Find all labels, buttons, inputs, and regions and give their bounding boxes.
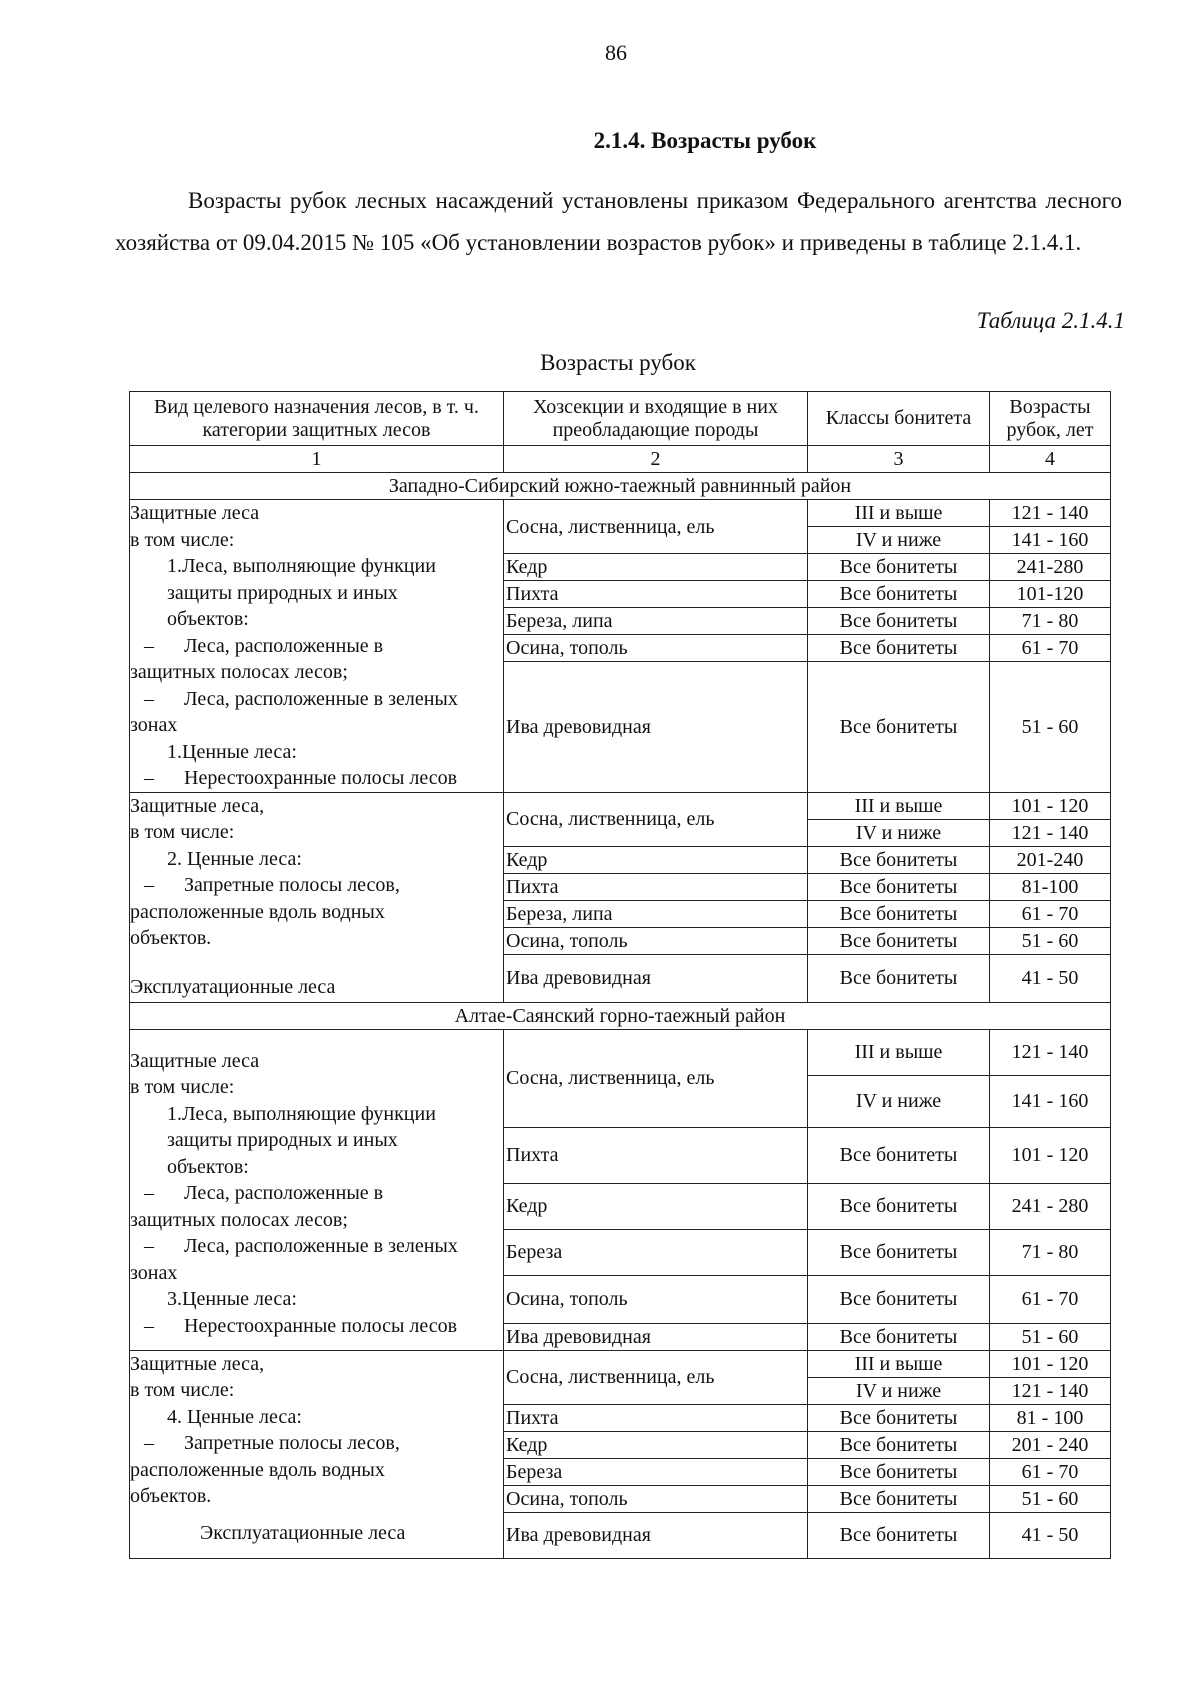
dash-marker: – (144, 687, 154, 710)
list-item-text: Запретные полосы лесов, (184, 874, 400, 896)
cutting-age-cell: 121 - 140 (990, 819, 1111, 846)
cutting-age-cell: 51 - 60 (990, 662, 1111, 792)
dash-marker: – (144, 767, 154, 789)
table-row (130, 792, 1111, 819)
description-line: в том числе: (130, 821, 235, 843)
list-item-text: Леса, расположенные в (184, 1182, 384, 1204)
dash-marker: – (144, 1235, 154, 1257)
table-row (130, 1350, 1111, 1377)
site-class-cell: Все бонитеты (808, 1275, 990, 1323)
site-class-cell: Все бонитеты (808, 1485, 990, 1512)
region-row (130, 1002, 1111, 1029)
page-number: 86 (605, 40, 627, 65)
site-class-cell: Все бонитеты (808, 846, 990, 873)
cutting-age-cell: 121 - 140 (990, 1029, 1111, 1075)
list-item-text: Нерестоохранные полосы лесов (184, 1314, 458, 1337)
site-class-cell: Все бонитеты (808, 1404, 990, 1431)
description-line: 2. Ценные леса: (167, 847, 302, 870)
species-cell: Пихта (504, 1404, 808, 1431)
site-class-cell: Все бонитеты (808, 873, 990, 900)
cutting-age-cell: 141 - 160 (990, 527, 1111, 554)
table-body (130, 473, 1111, 1559)
description-line: Защитные леса (130, 1049, 260, 1072)
description-line: 1.Леса, выполняющие функции (167, 555, 436, 577)
species-cell: Пихта (504, 581, 808, 608)
site-class-cell: Все бонитеты (808, 662, 990, 792)
list-item (130, 1180, 503, 1207)
description-line: Защитные леса (130, 502, 260, 524)
description-line: объектов: (167, 608, 249, 630)
description-line: расположенные вдоль водных (130, 900, 385, 923)
forest-purpose-cell (130, 1350, 504, 1558)
species-cell: Ива древовидная (504, 662, 808, 792)
species-cell: Кедр (504, 1431, 808, 1458)
cutting-age-cell: 81-100 (990, 873, 1111, 900)
cutting-age-cell: 51 - 60 (990, 1485, 1111, 1512)
column-number: 3 (808, 446, 990, 473)
description-line: объектов. (130, 927, 212, 949)
site-class-cell: Все бонитеты (808, 581, 990, 608)
description-line: Защитные леса, (130, 794, 265, 817)
site-class-cell: III и выше (808, 1350, 990, 1377)
header-site-class: Классы бонитета (808, 392, 990, 446)
site-class-cell: Все бонитеты (808, 635, 990, 662)
list-item-text: Запретные полосы лесов, (184, 1432, 400, 1454)
cutting-age-cell: 201-240 (990, 846, 1111, 873)
site-class-cell: Все бонитеты (808, 1229, 990, 1275)
dash-marker: – (144, 1432, 154, 1454)
table-row (130, 500, 1111, 527)
species-cell: Осина, тополь (504, 635, 808, 662)
list-item (130, 686, 503, 713)
site-class-cell: IV и ниже (808, 527, 990, 554)
species-cell: Кедр (504, 1183, 808, 1229)
cutting-age-cell: 71 - 80 (990, 608, 1111, 635)
site-class-cell: Все бонитеты (808, 1127, 990, 1183)
forest-purpose-cell (130, 792, 504, 1002)
description-line: зонах (130, 714, 178, 736)
species-cell: Береза (504, 1458, 808, 1485)
region-row (130, 473, 1111, 500)
cutting-age-cell: 71 - 80 (990, 1229, 1111, 1275)
column-number-row (130, 446, 1111, 473)
site-class-cell: IV и ниже (808, 1075, 990, 1127)
species-cell: Сосна, лиственница, ель (504, 500, 808, 554)
site-class-cell: Все бонитеты (808, 1431, 990, 1458)
description-line: 1.Леса, выполняющие функции (167, 1102, 436, 1125)
species-cell: Ива древовидная (504, 1512, 808, 1558)
species-cell: Береза, липа (504, 900, 808, 927)
description-line: защитных полосах лесов; (130, 661, 348, 683)
site-class-cell: Все бонитеты (808, 900, 990, 927)
header-forest-purpose: Вид целевого назначения лесов, в т. ч. категории защитных лесов (130, 392, 504, 446)
site-class-cell: Все бонитеты (808, 1458, 990, 1485)
cutting-age-cell: 51 - 60 (990, 927, 1111, 954)
cutting-age-cell: 101 - 120 (990, 1350, 1111, 1377)
site-class-cell: III и выше (808, 1029, 990, 1075)
site-class-cell: Все бонитеты (808, 608, 990, 635)
table-row (130, 1029, 1111, 1075)
site-class-cell: Все бонитеты (808, 954, 990, 1002)
cutting-age-cell: 201 - 240 (990, 1431, 1111, 1458)
list-item (130, 1430, 503, 1457)
species-cell: Береза, липа (504, 608, 808, 635)
site-class-cell: Все бонитеты (808, 554, 990, 581)
description-line: 4. Ценные леса: (167, 1405, 302, 1428)
cutting-age-cell: 101 - 120 (990, 1127, 1111, 1183)
list-item (130, 633, 503, 660)
cutting-age-cell: 51 - 60 (990, 1323, 1111, 1350)
cutting-age-cell: 61 - 70 (990, 1275, 1111, 1323)
column-number: 4 (990, 446, 1111, 473)
species-cell: Пихта (504, 873, 808, 900)
species-cell: Ива древовидная (504, 1323, 808, 1350)
dash-marker: – (144, 634, 154, 657)
species-cell: Сосна, лиственница, ель (504, 1350, 808, 1404)
description-line: Защитные леса, (130, 1352, 265, 1375)
dash-marker: – (144, 874, 154, 896)
list-item-text: Леса, расположенные в зеленых (184, 1235, 458, 1257)
species-cell: Сосна, лиственница, ель (504, 792, 808, 846)
site-class-cell: IV и ниже (808, 1377, 990, 1404)
cutting-age-cell: 121 - 140 (990, 500, 1111, 527)
list-item (130, 1313, 503, 1340)
cutting-age-cell: 41 - 50 (990, 954, 1111, 1002)
site-class-cell: III и выше (808, 500, 990, 527)
section-title: 2.1.4. Возрасты рубок (593, 128, 817, 153)
species-cell: Кедр (504, 554, 808, 581)
description-line: Эксплуатационные леса (130, 975, 336, 998)
description-line: расположенные вдоль водных (130, 1458, 385, 1481)
cutting-age-cell: 101 - 120 (990, 792, 1111, 819)
species-cell: Пихта (504, 1127, 808, 1183)
cutting-age-cell: 101-120 (990, 581, 1111, 608)
cutting-age-cell: 81 - 100 (990, 1404, 1111, 1431)
table-header-row (130, 392, 1111, 446)
cutting-age-cell: 61 - 70 (990, 1458, 1111, 1485)
cutting-age-cell: 61 - 70 (990, 900, 1111, 927)
region-title: Западно-Сибирский южно-таежный равнинный район (130, 473, 1111, 500)
species-cell: Береза (504, 1229, 808, 1275)
list-item-text: Леса, расположенные в (184, 634, 384, 657)
cutting-age-cell: 121 - 140 (990, 1377, 1111, 1404)
list-item-text: Нерестоохранные полосы лесов (184, 767, 458, 789)
cutting-age-cell: 41 - 50 (990, 1512, 1111, 1558)
table-caption: Возрасты рубок (540, 350, 696, 375)
species-cell: Кедр (504, 846, 808, 873)
site-class-cell: Все бонитеты (808, 1512, 990, 1558)
intro-paragraph: Возрасты рубок лесных насаждений установлены приказом Федерального агентства лесного хозяйства от 09.04.2015 № 105 «Об установлении возрастов рубок» и приведены в таблице 2.1.4.1. (115, 188, 1122, 255)
forest-purpose-cell (130, 500, 504, 793)
species-cell: Сосна, лиственница, ель (504, 1029, 808, 1127)
column-number: 2 (504, 446, 808, 473)
description-line: 3.Ценные леса: (167, 1288, 297, 1310)
description-line: защиты природных и иных (167, 1129, 398, 1151)
list-item-text: Леса, расположенные в зеленых (184, 687, 458, 710)
header-cutting-age: Возрасты рубок, лет (990, 392, 1111, 446)
cutting-age-cell: 141 - 160 (990, 1075, 1111, 1127)
cutting-age-table (129, 391, 1111, 1559)
header-species: Хозсекции и входящие в них преобладающие породы (504, 392, 808, 446)
species-cell: Осина, тополь (504, 927, 808, 954)
table-label: Таблица 2.1.4.1 (976, 308, 1125, 333)
site-class-cell: III и выше (808, 792, 990, 819)
dash-marker: – (144, 1314, 154, 1337)
list-item (130, 1233, 503, 1260)
species-cell: Осина, тополь (504, 1485, 808, 1512)
region-title: Алтае-Саянский горно-таежный район (130, 1002, 1111, 1029)
description-line: в том числе: (130, 1379, 235, 1401)
column-number: 1 (130, 446, 504, 473)
description-line: зонах (130, 1261, 178, 1284)
cutting-age-cell: 241-280 (990, 554, 1111, 581)
description-line: в том числе: (130, 528, 235, 551)
forest-purpose-cell (130, 1029, 504, 1350)
species-cell: Ива древовидная (504, 954, 808, 1002)
list-item (130, 765, 503, 792)
site-class-cell: IV и ниже (808, 819, 990, 846)
cutting-age-cell: 241 - 280 (990, 1183, 1111, 1229)
description-line: защитных полосах лесов; (130, 1208, 348, 1231)
description-line: Эксплуатационные леса (200, 1521, 406, 1544)
species-cell: Осина, тополь (504, 1275, 808, 1323)
site-class-cell: Все бонитеты (808, 927, 990, 954)
list-item (130, 872, 503, 899)
description-line: объектов. (130, 1485, 212, 1507)
description-line: 1.Ценные леса: (167, 740, 297, 763)
site-class-cell: Все бонитеты (808, 1323, 990, 1350)
site-class-cell: Все бонитеты (808, 1183, 990, 1229)
cutting-age-cell: 61 - 70 (990, 635, 1111, 662)
description-line: в том числе: (130, 1076, 235, 1098)
dash-marker: – (144, 1182, 154, 1204)
description-line: объектов: (167, 1155, 249, 1178)
description-line: защиты природных и иных (167, 581, 398, 604)
